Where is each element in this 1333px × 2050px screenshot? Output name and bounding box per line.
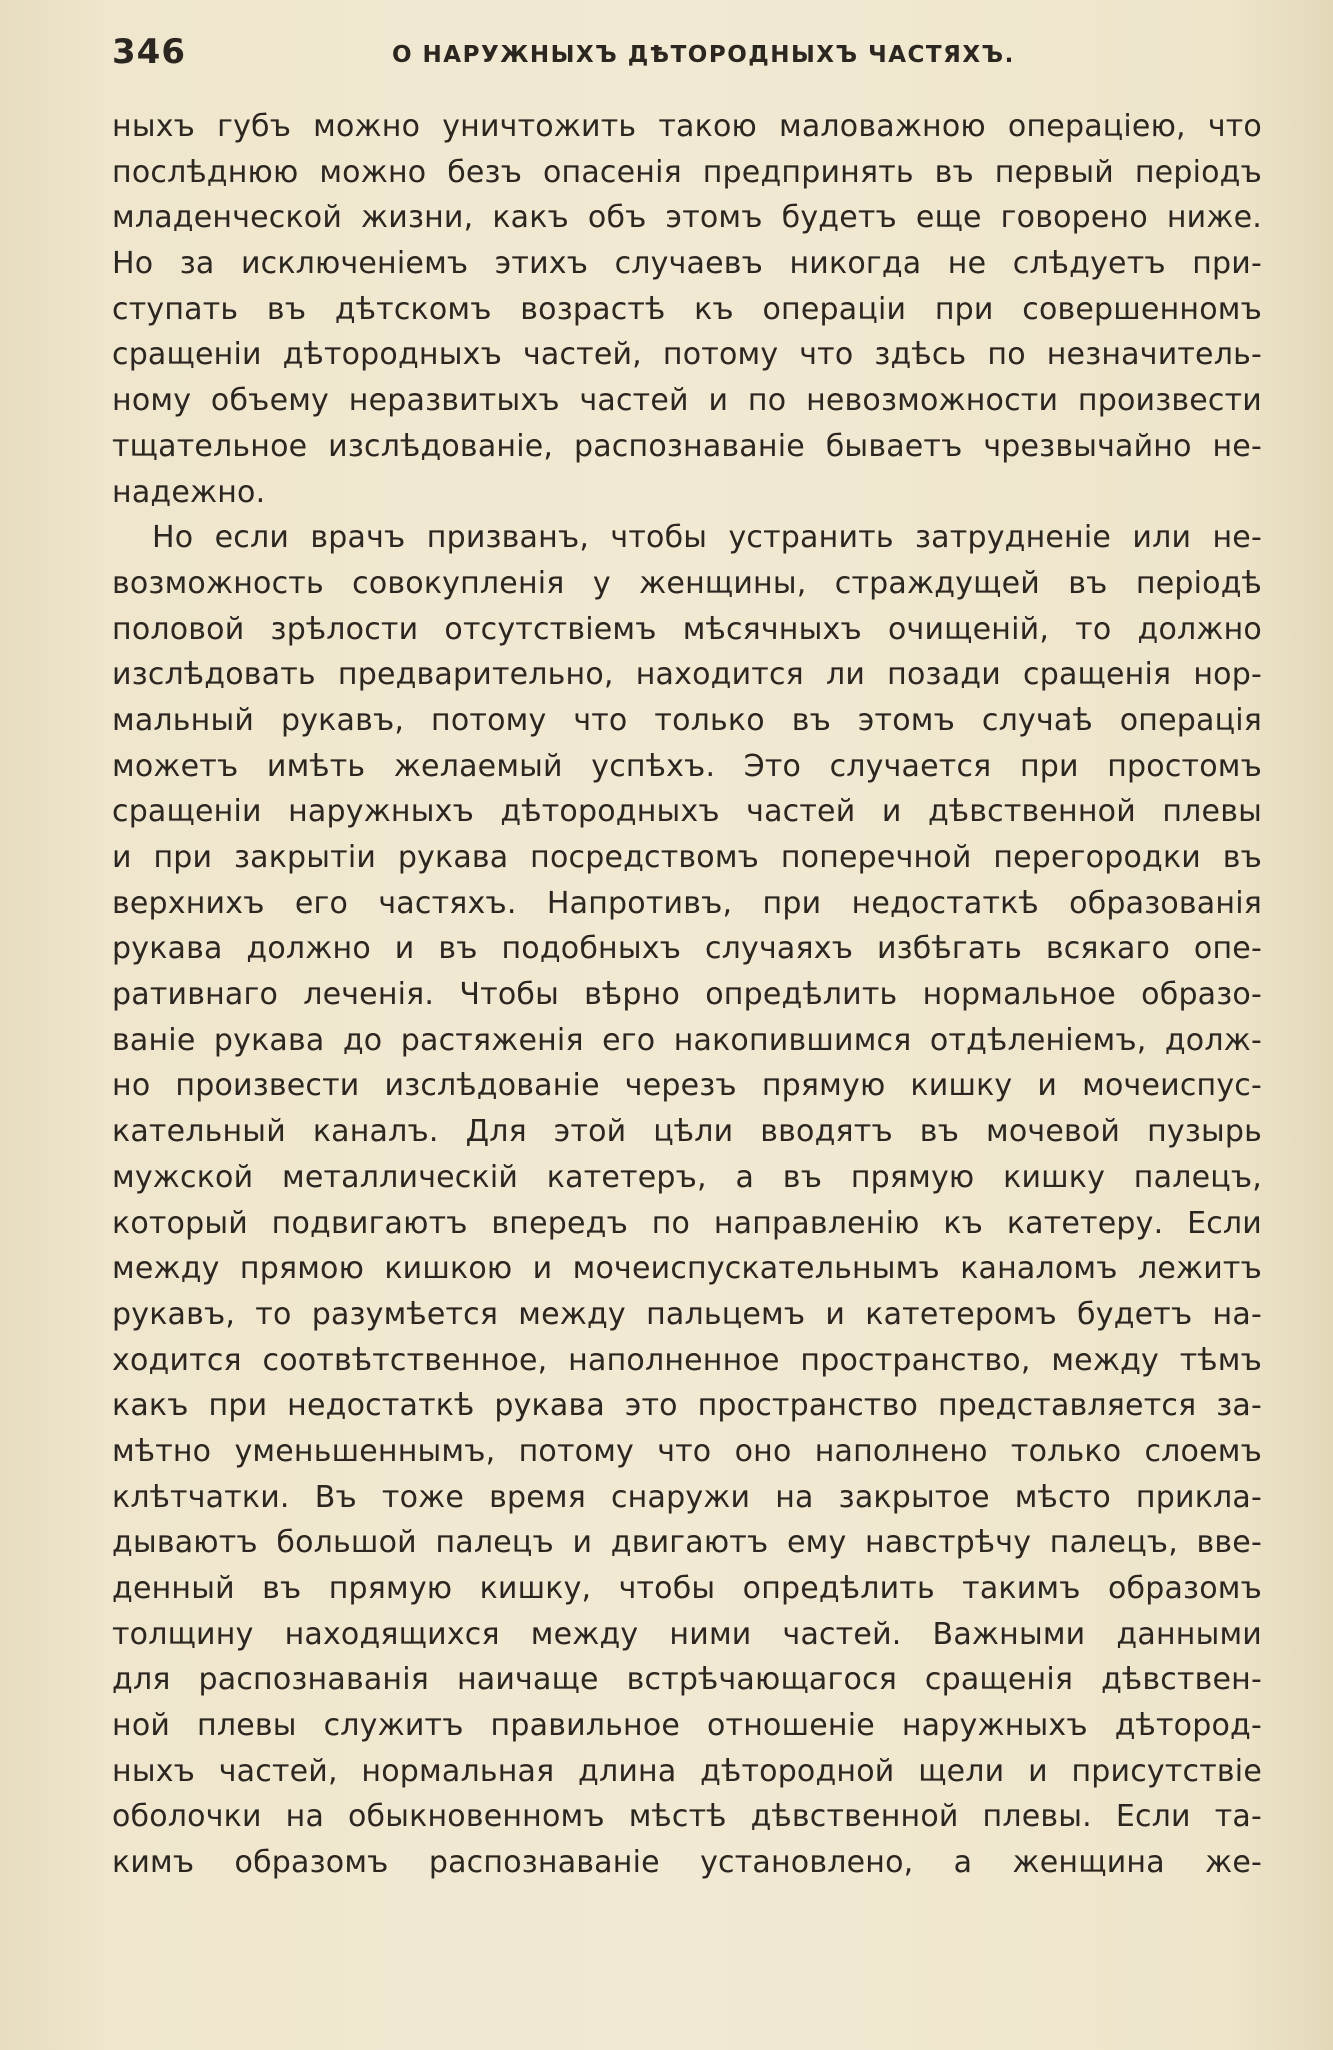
text-line: между прямою кишкою и мочеиспускательнымъ каналомъ лежитъ xyxy=(112,1251,1262,1287)
text-line: который подвигаютъ впередъ по направленію къ катетеру. Если xyxy=(112,1205,1262,1241)
text-line: рукавъ, то разумѣется между пальцемъ и катетеромъ будетъ на- xyxy=(112,1296,1262,1332)
text-line: ративнаго леченія. Чтобы вѣрно опредѣлить нормальное образо- xyxy=(112,977,1262,1013)
text-line: половой зрѣлости отсутствіемъ мѣсячныхъ очищеній, то должно xyxy=(112,611,1262,647)
body-text xyxy=(112,104,1262,1886)
text-line: кимъ образомъ распознаваніе установлено, а женщина же- xyxy=(112,1845,1262,1881)
paragraph-2 xyxy=(112,515,1262,1886)
text-line: ному объему неразвитыхъ частей и по невозможности произвести xyxy=(112,383,1262,419)
text-line: дываютъ большой палецъ и двигаютъ ему навстрѣчу палецъ, вве- xyxy=(112,1525,1262,1561)
text-line: Но за исключеніемъ этихъ случаевъ никогда не слѣдуетъ при- xyxy=(112,246,1262,282)
running-head-title: О НАРУЖНЫХЪ ДѢТОРОДНЫХЪ ЧАСТЯХЪ. xyxy=(392,42,1015,68)
text-line: клѣтчатки. Въ тоже время снаружи на закрытое мѣсто прикла- xyxy=(112,1479,1262,1515)
page-number: 346 xyxy=(112,32,186,72)
text-line: младенческой жизни, какъ объ этомъ будетъ еще говорено ниже. xyxy=(112,200,1262,236)
text-line: ваніе рукава до растяженія его накопившимся отдѣленіемъ, долж- xyxy=(112,1022,1262,1058)
text-line: какъ при недостаткѣ рукава это пространство представляется за- xyxy=(112,1388,1262,1424)
text-line: но произвести изслѣдованіе черезъ прямую кишку и мочеиспус- xyxy=(112,1068,1262,1104)
paragraph-1 xyxy=(112,104,1262,515)
text-line: сращеніи наружныхъ дѣтородныхъ частей и дѣвственной плевы xyxy=(112,794,1262,830)
text-line: надежно. xyxy=(112,474,266,510)
text-line: ходится соотвѣтственное, наполненное пространство, между тѣмъ xyxy=(112,1342,1262,1378)
text-line: ступать въ дѣтскомъ возрастѣ къ операціи при совершенномъ xyxy=(112,291,1262,327)
text-line: тщательное изслѣдованіе, распознаваніе бываетъ чрезвычайно не- xyxy=(112,428,1262,464)
text-line: ныхъ губъ можно уничтожить такою маловажною операціею, что xyxy=(112,109,1262,144)
text-line: ной плевы служитъ правильное отношеніе наружныхъ дѣтород- xyxy=(112,1708,1262,1744)
text-line: изслѣдовать предварительно, находится ли позади сращенія нор- xyxy=(112,657,1262,693)
text-line: и при закрытіи рукава посредствомъ поперечной перегородки въ xyxy=(112,840,1262,875)
text-line: мальный рукавъ, потому что только въ этомъ случаѣ операція xyxy=(112,702,1262,738)
text-line: послѣднюю можно безъ опасенія предпринять въ первый періодъ xyxy=(112,154,1262,190)
text-line: мужской металлическій катетеръ, а въ прямую кишку палецъ, xyxy=(112,1159,1262,1195)
text-line: можетъ имѣть желаемый успѣхъ. Это случается при простомъ xyxy=(112,748,1262,784)
text-line: мѣтно уменьшеннымъ, потому что оно наполнено только слоемъ xyxy=(112,1433,1262,1469)
text-line: толщину находящихся между ними частей. Важными данными xyxy=(112,1616,1262,1652)
text-line: Но если врачъ призванъ, чтобы устранить затрудненіе или не- xyxy=(152,520,1262,556)
running-head xyxy=(112,32,1262,82)
text-line: для распознаванія наичаще встрѣчающагося сращенія дѣвствен- xyxy=(112,1662,1262,1698)
text-line: рукава должно и въ подобныхъ случаяхъ избѣгать всякаго опе- xyxy=(112,931,1262,967)
text-line: возможность совокупленія у женщины, страждущей въ періодѣ xyxy=(112,565,1262,601)
text-line: ныхъ частей, нормальная длина дѣтородной щели и присутствіе xyxy=(112,1753,1262,1789)
text-line: денный въ прямую кишку, чтобы опредѣлить такимъ образомъ xyxy=(112,1571,1262,1606)
text-line: оболочки на обыкновенномъ мѣстѣ дѣвственной плевы. Если та- xyxy=(112,1799,1262,1835)
text-line: кательный каналъ. Для этой цѣли вводятъ въ мочевой пузырь xyxy=(112,1114,1262,1150)
text-line: сращеніи дѣтородныхъ частей, потому что здѣсь по незначитель- xyxy=(112,337,1262,373)
text-line: верхнихъ его частяхъ. Напротивъ, при недостаткѣ образованія xyxy=(112,885,1262,921)
